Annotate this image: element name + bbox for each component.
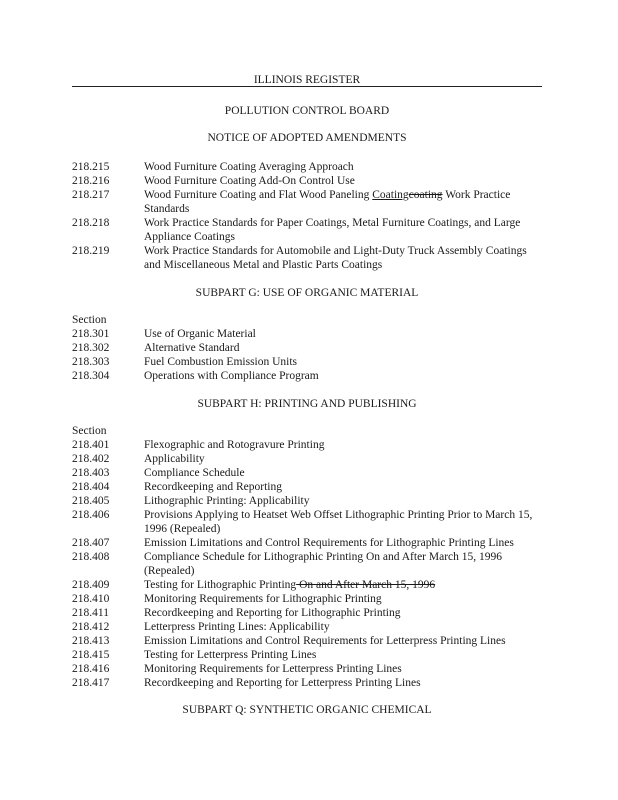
- section-title: Recordkeeping and Reporting for Letterpress Printing Lines: [144, 677, 421, 689]
- section-title: Compliance Schedule: [144, 467, 245, 479]
- section-number: 218.217: [72, 189, 110, 201]
- section-number: 218.417: [72, 677, 110, 689]
- section-title: Work Practice Standards for Paper Coatings, Metal Furniture Coatings, and Large Appliance Coatings: [144, 217, 521, 243]
- section-title: Emission Limitations and Control Requirements for Letterpress Printing Lines: [144, 635, 506, 647]
- section-number: 218.216: [72, 175, 110, 187]
- section-title: Testing for Lithographic Printing On and After March 15, 1996: [144, 579, 436, 591]
- section-title: Monitoring Requirements for Letterpress Printing Lines: [144, 663, 402, 675]
- section-title: Recordkeeping and Reporting: [144, 481, 282, 493]
- section-number: 218.304: [72, 370, 110, 382]
- section-number: 218.301: [72, 328, 110, 340]
- section-title: Emission Limitations and Control Requirements for Lithographic Printing Lines: [144, 537, 514, 549]
- section-number: 218.415: [72, 649, 110, 661]
- section-number: 218.303: [72, 356, 110, 368]
- section-number: 218.409: [72, 579, 110, 591]
- section-label: Section: [72, 314, 107, 326]
- section-title: Alternative Standard: [144, 342, 240, 354]
- section-number: 218.215: [72, 161, 110, 173]
- section-title: Wood Furniture Coating Add-On Control Use: [144, 175, 355, 187]
- section-number: 218.413: [72, 635, 110, 647]
- section-number: 218.410: [72, 593, 110, 605]
- section-title: Flexographic and Rotogravure Printing: [144, 439, 325, 451]
- section-title: Fuel Combustion Emission Units: [144, 356, 298, 368]
- section-number: 218.406: [72, 509, 110, 521]
- section-title: Work Practice Standards for Automobile and Light-Duty Truck Assembly Coatings and Miscellaneous Metal and Plastic Parts Coatings: [144, 245, 527, 271]
- section-title: Compliance Schedule for Lithographic Printing On and After March 15, 1996 (Repealed): [144, 551, 503, 577]
- section-number: 218.404: [72, 481, 110, 493]
- section-title: Wood Furniture Coating and Flat Wood Paneling Coatingcoating Work Practice Standards: [144, 189, 511, 215]
- deleted-text: coating: [408, 189, 443, 201]
- notice-title: NOTICE OF ADOPTED AMENDMENTS: [207, 132, 407, 144]
- deleted-text: On and After March 15, 1996: [296, 579, 436, 591]
- subpart-q-heading: SUBPART Q: SYNTHETIC ORGANIC CHEMICAL: [182, 704, 432, 716]
- section-number: 218.416: [72, 663, 110, 675]
- section-title: Testing for Letterpress Printing Lines: [144, 649, 317, 661]
- section-title: Operations with Compliance Program: [144, 370, 319, 382]
- board-title: POLLUTION CONTROL BOARD: [224, 105, 390, 117]
- section-number: 218.402: [72, 453, 110, 465]
- section-title: Letterpress Printing Lines: Applicability: [144, 621, 330, 633]
- register-title: ILLINOIS REGISTER: [253, 74, 361, 86]
- subpart-h-heading: SUBPART H: PRINTING AND PUBLISHING: [197, 398, 417, 410]
- section-number: 218.408: [72, 551, 110, 563]
- section-number: 218.302: [72, 342, 110, 354]
- subpart-g-heading: SUBPART G: USE OF ORGANIC MATERIAL: [195, 287, 419, 299]
- section-title: Applicability: [144, 453, 205, 465]
- section-number: 218.411: [72, 607, 109, 619]
- section-title: Monitoring Requirements for Lithographic Printing: [144, 593, 382, 605]
- section-number: 218.219: [72, 245, 110, 257]
- section-number: 218.405: [72, 495, 110, 507]
- section-title: Provisions Applying to Heatset Web Offset Lithographic Printing Prior to March 15, 1996 (Repealed): [144, 509, 533, 535]
- section-title: Use of Organic Material: [144, 328, 256, 340]
- section-number: 218.218: [72, 217, 110, 229]
- section-number: 218.407: [72, 537, 110, 549]
- section-number: 218.412: [72, 621, 110, 633]
- section-title: Lithographic Printing: Applicability: [144, 495, 310, 507]
- section-title: Recordkeeping and Reporting for Lithographic Printing: [144, 607, 401, 619]
- section-title: Wood Furniture Coating Averaging Approach: [144, 161, 354, 173]
- section-number: 218.403: [72, 467, 110, 479]
- section-label: Section: [72, 425, 107, 437]
- section-number: 218.401: [72, 439, 110, 451]
- inserted-text: Coating: [372, 189, 409, 201]
